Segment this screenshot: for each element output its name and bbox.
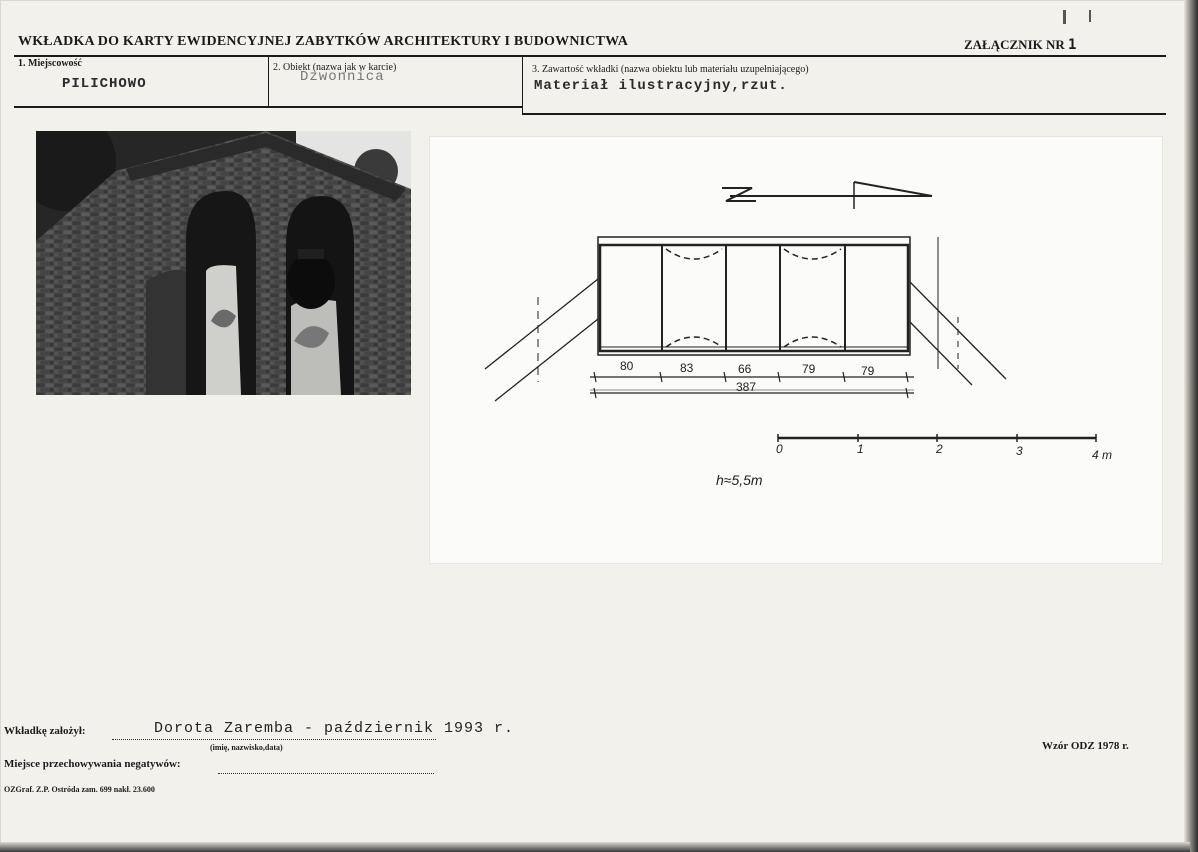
attachment-number: 1	[1068, 37, 1077, 53]
form-title: WKŁADKA DO KARTY EWIDENCYJNEJ ZABYTKÓW ARCHITEKTURY I BUDOWNICTWA	[18, 34, 629, 49]
page-edge-shadow	[1184, 0, 1198, 852]
field-divider-2	[522, 56, 523, 114]
scale-label-4: 4 m	[1092, 448, 1113, 462]
floor-plan-drawing	[430, 137, 1162, 563]
author-label: Wkładkę założył:	[4, 725, 86, 737]
field2-label: 2. Obiekt (nazwa jak w karcie)	[273, 62, 397, 73]
attachment-label	[964, 37, 1076, 53]
storage-label: Miejsce przechowywania negatywów:	[4, 758, 181, 770]
field1-label: 1. Miejscowość	[18, 58, 82, 69]
printer-note: OZGraf. Z.P. Ostróda zam. 699 nakł. 23.600	[4, 785, 155, 794]
field-bottom-rule-right	[522, 113, 1166, 115]
edge-mark	[1063, 10, 1066, 24]
field3-label: 3. Zawartość wkładki (nazwa obiektu lub materiału uzupełniającego)	[532, 64, 809, 75]
height-note: h≈5,5m	[716, 472, 763, 488]
dim-3: 66	[738, 362, 752, 376]
field2-value: Dzwonnica	[300, 69, 385, 85]
dim-1: 80	[620, 359, 634, 373]
field-divider-1	[268, 56, 269, 108]
author-hint: (imię, nazwisko,data)	[210, 743, 283, 752]
scale-label-1: 1	[857, 442, 864, 456]
header-rule	[14, 55, 1166, 57]
field3-value: Materiał ilustracyjny,rzut.	[534, 78, 788, 94]
storage-input	[218, 773, 434, 774]
scale-label-0: 0	[776, 442, 783, 456]
dim-2: 83	[680, 361, 694, 375]
dim-5: 79	[861, 364, 875, 378]
page-edge-bottom	[0, 842, 1190, 852]
belfry-photo	[36, 131, 411, 395]
attachment-label-text: ZAŁĄCZNIK NR	[964, 37, 1065, 52]
author-value: Dorota Zaremba - październik 1993 r.	[154, 720, 515, 737]
edge-mark-2	[1089, 10, 1091, 22]
dim-total: 387	[736, 380, 757, 394]
author-dotline	[112, 739, 436, 740]
dim-4: 79	[802, 362, 816, 376]
north-arrow-icon	[722, 182, 932, 209]
form-version: Wzór ODZ 1978 r.	[1042, 740, 1129, 752]
scale-label-2: 2	[936, 442, 943, 456]
scale-bar	[778, 434, 1096, 442]
field1-value: PILICHOWO	[62, 76, 147, 92]
scale-label-3: 3	[1016, 444, 1023, 458]
